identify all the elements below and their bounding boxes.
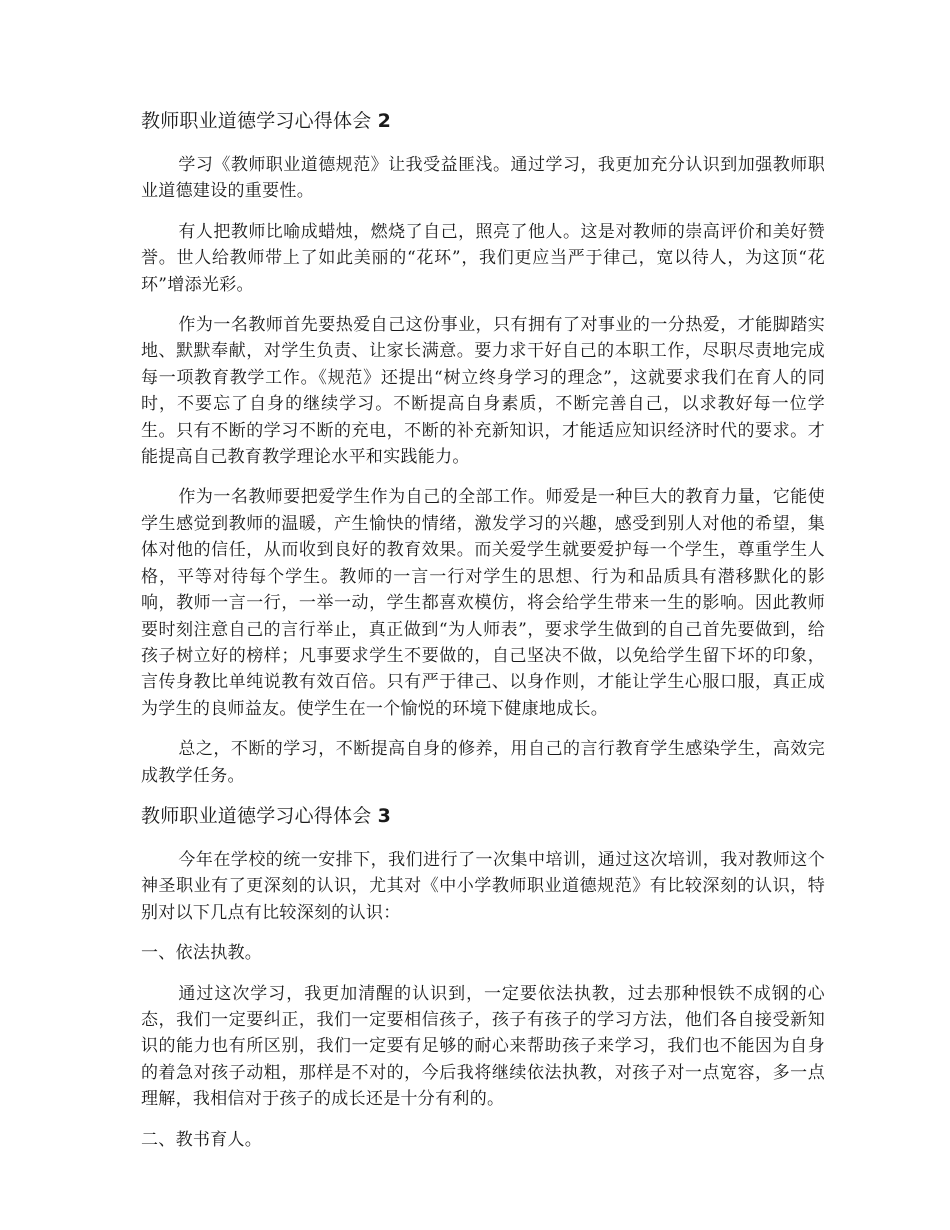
paragraph: 学习《教师职业道德规范》让我受益匪浅。通过学习，我更加充分认识到加强教师职业道德建设的重要性。 <box>141 155 825 202</box>
point-title: 二、教书育人。 <box>141 1129 263 1150</box>
heading-text: 教师职业道德学习心得体会 <box>141 110 372 132</box>
paragraph: 今年在学校的统一安排下，我们进行了一次集中培训，通过这次培训，我对教师这个神圣职业有了更深刻的认识，尤其对《中小学教师职业道德规范》有比较深刻的认识，特别对以下几点有比较深刻的认识： <box>141 849 825 923</box>
paragraph: 作为一名教师首先要热爱自己这份事业，只有拥有了对事业的一分热爱，才能脚踏实地、默默奉献，对学生负责、让家长满意。要力求干好自己的本职工作，尽职尽责地完成每一项教育教学工作。《规范》还提出“树立终身学习的理念”，这就要求我们在育人的同时，不要忘了自身的继续学习。不断提高自身素质，不断完善自己，以求教好每一位学生。只有不断的学习不断的充电，不断的补充新知识，才能适应知识经济时代的要求。才能提高自己教育教学理论水平和实践能力。 <box>141 315 825 468</box>
document-page <box>141 108 825 1153</box>
heading-number: 3 <box>377 804 392 827</box>
paragraph: 总之，不断的学习，不断提高自身的修养，用自己的言行教育学生感染学生，高效完成教学任务。 <box>141 739 825 786</box>
heading-text: 教师职业道德学习心得体会 <box>141 804 372 827</box>
heading-number: 2 <box>377 110 392 132</box>
paragraph: 作为一名教师要把爱学生作为自己的全部工作。师爱是一种巨大的教育力量，它能使学生感觉到教师的温暖，产生愉快的情绪，激发学习的兴趣，感受到别人对他的希望，集体对他的信任，从而收到良好的教育效果。而关爱学生就要爱护每一个学生，尊重学生人格，平等对待每个学生。教师的一言一行对学生的思想、行为和品质具有潜移默化的影响，教师一言一行，一举一动，学生都喜欢模仿，将会给学生带来一生的影响。因此教师要时刻注意自己的言行举止，真正做到“为人师表”，要求学生做到的自己首先要做到，给孩子树立好的榜样；凡事要求学生不要做的，自己坚决不做，以免给学生留下坏的印象，言传身教比单纯说教有效百倍。只有严于律己、以身作则，才能让学生心服口服，真正成为学生的良师益友。使学生在一个愉悦的环境下健康地成长。 <box>141 487 825 719</box>
paragraph: 有人把教师比喻成蜡烛，燃烧了自己，照亮了他人。这是对教师的崇高评价和美好赞誉。世人给教师带上了如此美丽的“花环”，我们更应当严于律己，宽以待人，为这顶“花环”增添光彩。 <box>141 221 825 295</box>
point-title: 一、依法执教。 <box>141 943 263 964</box>
section-heading-3 <box>141 803 825 829</box>
paragraph: 通过这次学习，我更加清醒的认识到，一定要依法执教，过去那种恨铁不成钢的心态，我们一定要纠正，我们一定要相信孩子，孩子有孩子的学习方法，他们各自接受新知识的能力也有所区别，我们一定要有足够的耐心来帮助孩子来学习，我们也不能因为自身的着急对孩子动粗，那样是不对的，今后我将继续依法执教，对孩子对一点宽容，多一点理解，我相信对于孩子的成长还是十分有利的。 <box>141 983 825 1110</box>
section-heading-2 <box>141 108 825 134</box>
